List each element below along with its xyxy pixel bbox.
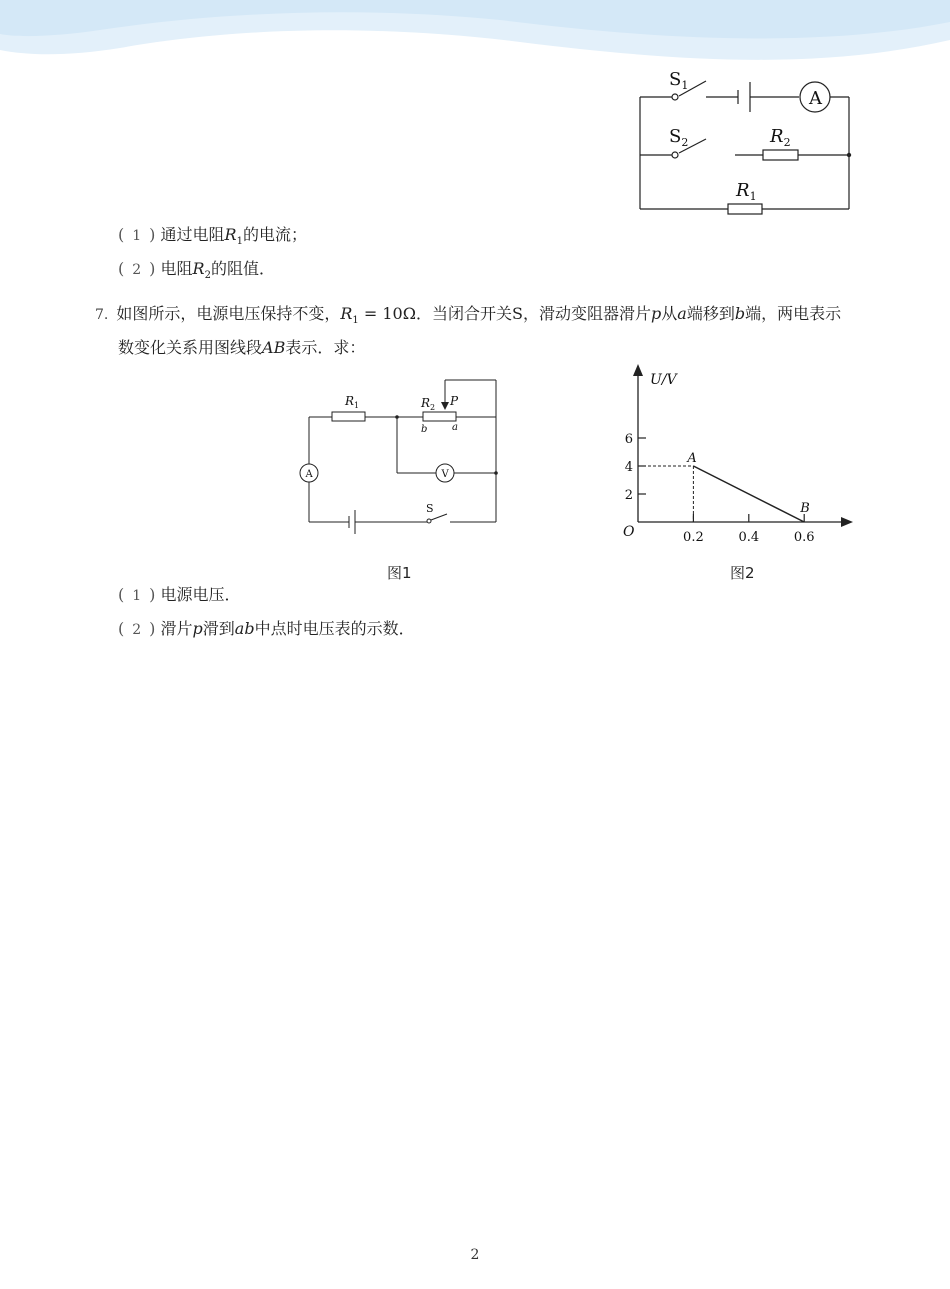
- resistor-r2-label: $R_2$: [770, 126, 791, 149]
- y-axis-label: U/V: [650, 372, 677, 388]
- q6-subquestion-2: ( 2 ) 电阻$R_2$的阻值．: [118, 259, 275, 282]
- fig1-p-label: P: [450, 394, 459, 408]
- q7-stem-line1: 7. 如图所示，电源电压保持不变，$R_1 = 10\Omega$．当闭合开关S，滑动变阻器滑片p从a端移到b端，两电表示: [95, 304, 842, 327]
- fig1-r1-label: $R_1$: [345, 394, 360, 410]
- y-tick-label: 6: [624, 432, 633, 447]
- line-segment-ab: [693, 466, 804, 522]
- q7-subquestion-2: ( 2 ) 滑片p滑到ab中点时电压表的示数．: [118, 619, 415, 638]
- origin-label: O: [623, 524, 635, 540]
- q7-stem-line2: 数变化关系用图线段AB表示．求：: [118, 338, 366, 357]
- y-tick-label: 2: [624, 488, 633, 503]
- q7-number: 7.: [95, 307, 109, 323]
- figure1-caption: 图1: [387, 564, 412, 582]
- point-a-label: A: [687, 451, 697, 466]
- x-tick-label: 0.6: [793, 530, 815, 545]
- fig1-r2-label: $R_2$: [421, 396, 436, 412]
- x-axis-arrow-icon: [841, 517, 853, 527]
- q7-subquestion-1: ( 1 ) 电源电压．: [118, 585, 241, 604]
- figure1-circuit: [295, 372, 510, 540]
- resistor-r1-label: $R_1$: [736, 180, 757, 203]
- x-tick-label: 0.4: [738, 530, 760, 545]
- switch-s2-label: $S_2$: [669, 126, 689, 149]
- switch-s1-label: $S_1$: [669, 69, 689, 92]
- y-axis-arrow-icon: [633, 364, 643, 376]
- page-number: 2: [470, 1247, 480, 1263]
- fig1-ammeter-label: A: [305, 469, 313, 480]
- circuit-diagram-top: [620, 62, 870, 222]
- fig1-b-label: b: [421, 424, 428, 435]
- fig1-switch-label: S: [426, 502, 434, 515]
- x-tick-label: 0.2: [683, 530, 704, 545]
- fig1-voltmeter-label: V: [441, 469, 449, 480]
- ammeter-label: A: [809, 88, 822, 109]
- figure2-caption: 图2: [730, 564, 755, 582]
- figure2-graph: [615, 362, 860, 552]
- fig1-a-label: a: [452, 422, 458, 433]
- q6-subquestion-1: ( 1 ) 通过电阻$R_1$的电流；: [118, 225, 307, 248]
- point-b-label: B: [800, 501, 810, 516]
- y-tick-label: 4: [624, 460, 633, 475]
